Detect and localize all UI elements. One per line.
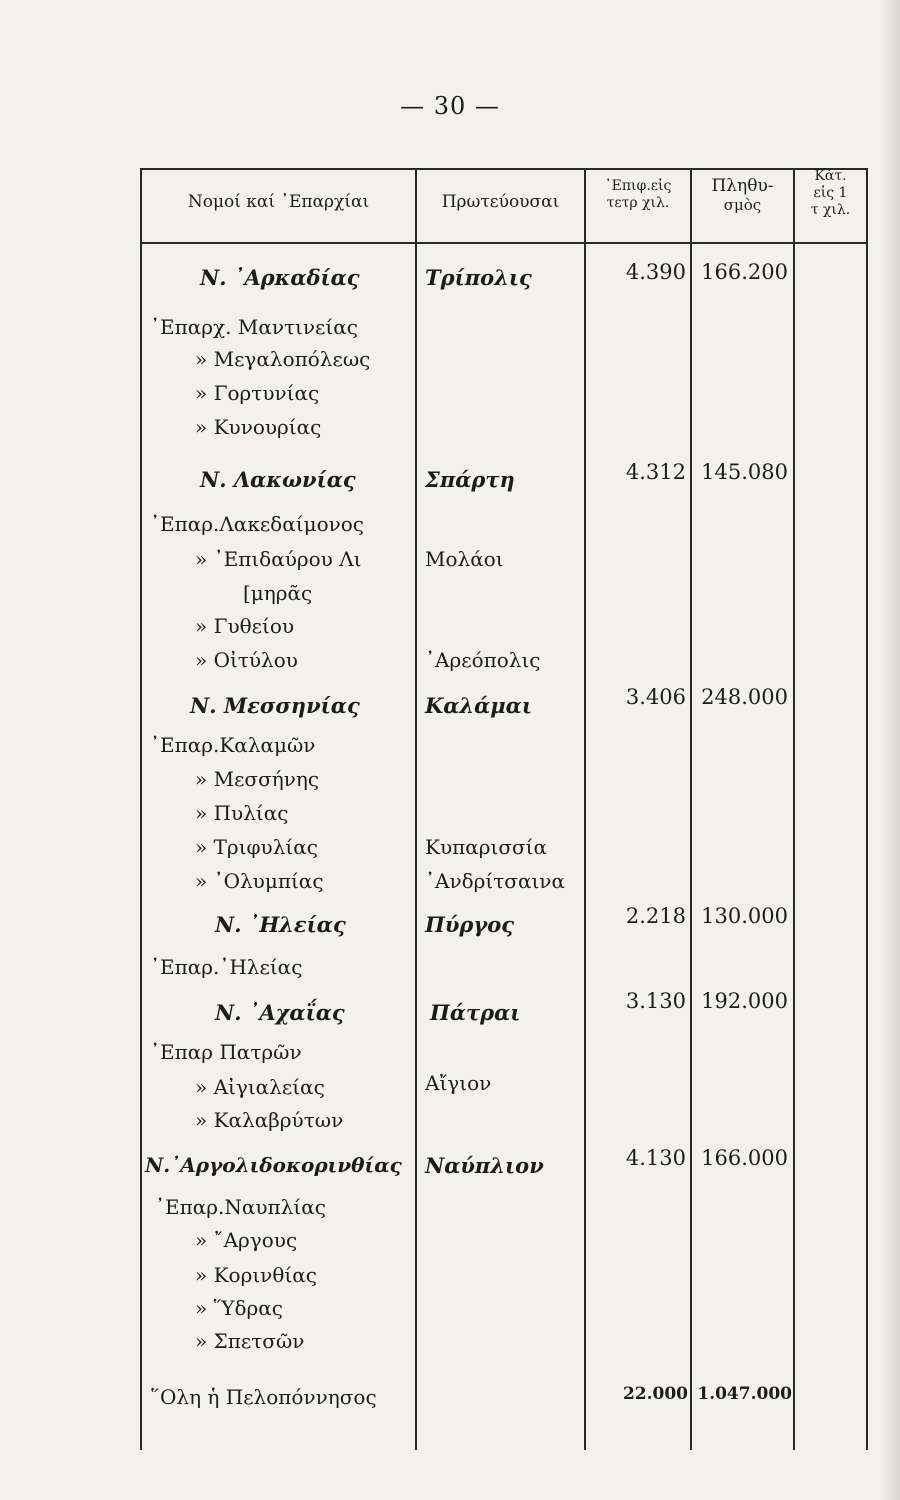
- table-row-name: » Πυλίας: [195, 801, 289, 825]
- table-row-name: Ν. ᾿Ηλείας: [215, 912, 346, 937]
- header-density-line3: τ χιλ.: [810, 201, 851, 218]
- table-row-area: 4.390: [625, 260, 686, 284]
- column-divider-2: [584, 168, 586, 1450]
- header-provinces-label: Νομοί καί ᾿Επαρχίαι: [187, 192, 370, 212]
- table-row-name: » Τριφυλίας: [195, 835, 318, 859]
- table-row-name: » Αἰγιαλείας: [195, 1075, 325, 1099]
- table-row-name: Ν. ᾿Αχαΐας: [215, 1000, 345, 1025]
- header-density-line1: Κάτ.: [814, 168, 847, 184]
- table-row-capital: Σπάρτη: [425, 467, 515, 492]
- table-row-name: » Μεσσήνης: [195, 767, 320, 791]
- table-row-name: Ν. Μεσσηνίας: [190, 693, 360, 718]
- table-row-population: 166.000: [701, 1146, 788, 1170]
- header-provinces: [142, 192, 415, 212]
- table-row-name: Ν. Λακωνίας: [200, 467, 356, 492]
- table-row-population: 248.000: [701, 685, 788, 709]
- table-row-area: 2.218: [625, 904, 686, 928]
- header-area-line1: ᾿Επιφ.εἰς: [604, 178, 672, 194]
- table-left-rule: [140, 168, 142, 1450]
- table-row-capital: Κυπαρισσία: [425, 835, 548, 859]
- table-row-total-population: 1.047.000: [697, 1384, 792, 1404]
- table-row-area: 4.130: [625, 1146, 686, 1170]
- table-row-name: » Οἰτύλου: [195, 648, 298, 672]
- table-row-capital: Πύργος: [425, 912, 515, 937]
- table-top-rule: [140, 168, 868, 170]
- table-row-name: ᾿Επαρ Πατρῶν: [150, 1040, 302, 1064]
- table-row-total-name: ῞Ολη ἡ Πελοπόννησος: [150, 1385, 377, 1409]
- table-row-name: » ᾿Ολυμπίας: [195, 869, 324, 893]
- table-row-name: » Μεγαλοπόλεως: [195, 347, 371, 371]
- header-area-line2: τετρ χιλ.: [606, 194, 670, 211]
- table-row-name: » Ὕδρας: [195, 1296, 283, 1320]
- table-row-capital: Αἴγιον: [425, 1071, 492, 1095]
- table-row-name: Ν. ᾿Αρκαδίας: [200, 265, 360, 290]
- table-row-total-area: 22.000: [622, 1384, 688, 1404]
- table-row-name: [μηρᾶς: [243, 581, 313, 605]
- table-row-name: ᾿Επαρ.Λακεδαίμονος: [150, 512, 365, 536]
- header-area: [586, 178, 690, 212]
- table-row-capital: Μολάοι: [425, 547, 504, 571]
- header-density-line2: εἰς 1: [813, 184, 848, 201]
- table-row-population: 145.080: [701, 460, 788, 484]
- table-row-name: ᾿Επαρ.᾿Ηλείας: [150, 955, 303, 979]
- table-row-name: » ᾿Επιδαύρου Λι: [195, 547, 362, 571]
- table-row-area: 3.130: [625, 989, 686, 1013]
- table-row-name: » Κυνουρίας: [195, 415, 322, 439]
- table-row-population: 130.000: [701, 904, 788, 928]
- table-row-name: » Καλαβρύτων: [195, 1108, 344, 1132]
- table-row-name: ᾿Επαρχ. Μαντινείας: [150, 315, 358, 339]
- header-density: [795, 168, 866, 218]
- table-row-area: 3.406: [625, 685, 686, 709]
- table-row-population: 166.200: [701, 260, 788, 284]
- table-row-name: » Γορτυνίας: [195, 381, 320, 405]
- table-row-name: ᾿Επαρ.Καλαμῶν: [150, 733, 316, 757]
- column-divider-4: [793, 168, 795, 1450]
- table-row-capital: Ναύπλιον: [425, 1153, 544, 1178]
- column-divider-1: [415, 168, 417, 1450]
- table-row-name: Ν.᾿Αργολιδοκορινθίας: [145, 1153, 402, 1177]
- table-row-capital: Τρίπολις: [425, 265, 532, 290]
- header-population-line1: Πληθυ-: [711, 176, 774, 196]
- header-capitals-label: Πρωτεύουσαι: [441, 192, 560, 212]
- page-number: — 30 —: [400, 92, 500, 120]
- table-row-capital: ᾿Ανδρίτσαινα: [425, 869, 565, 893]
- header-capitals: [417, 192, 584, 212]
- header-population: [692, 176, 793, 214]
- table-row-name: » ῎Αργους: [195, 1228, 298, 1252]
- table-row-capital: Πάτραι: [430, 1000, 521, 1025]
- column-divider-3: [690, 168, 692, 1450]
- table-row-name: » Γυθείου: [195, 614, 295, 638]
- header-bottom-rule: [140, 242, 868, 244]
- table-row-name: » Κορινθίας: [195, 1263, 317, 1287]
- table-row-population: 192.000: [701, 989, 788, 1013]
- table-row-name: ᾿Επαρ.Ναυπλίας: [155, 1195, 326, 1219]
- page-binding-shadow: [880, 0, 900, 1500]
- table-row-area: 4.312: [625, 460, 686, 484]
- table-row-capital: Καλάμαι: [425, 693, 532, 718]
- table-right-rule: [866, 168, 868, 1450]
- header-population-line2: σμὸς: [723, 196, 762, 215]
- table-row-name: » Σπετσῶν: [195, 1329, 305, 1353]
- table-row-capital: ᾿Αρεόπολις: [425, 648, 541, 672]
